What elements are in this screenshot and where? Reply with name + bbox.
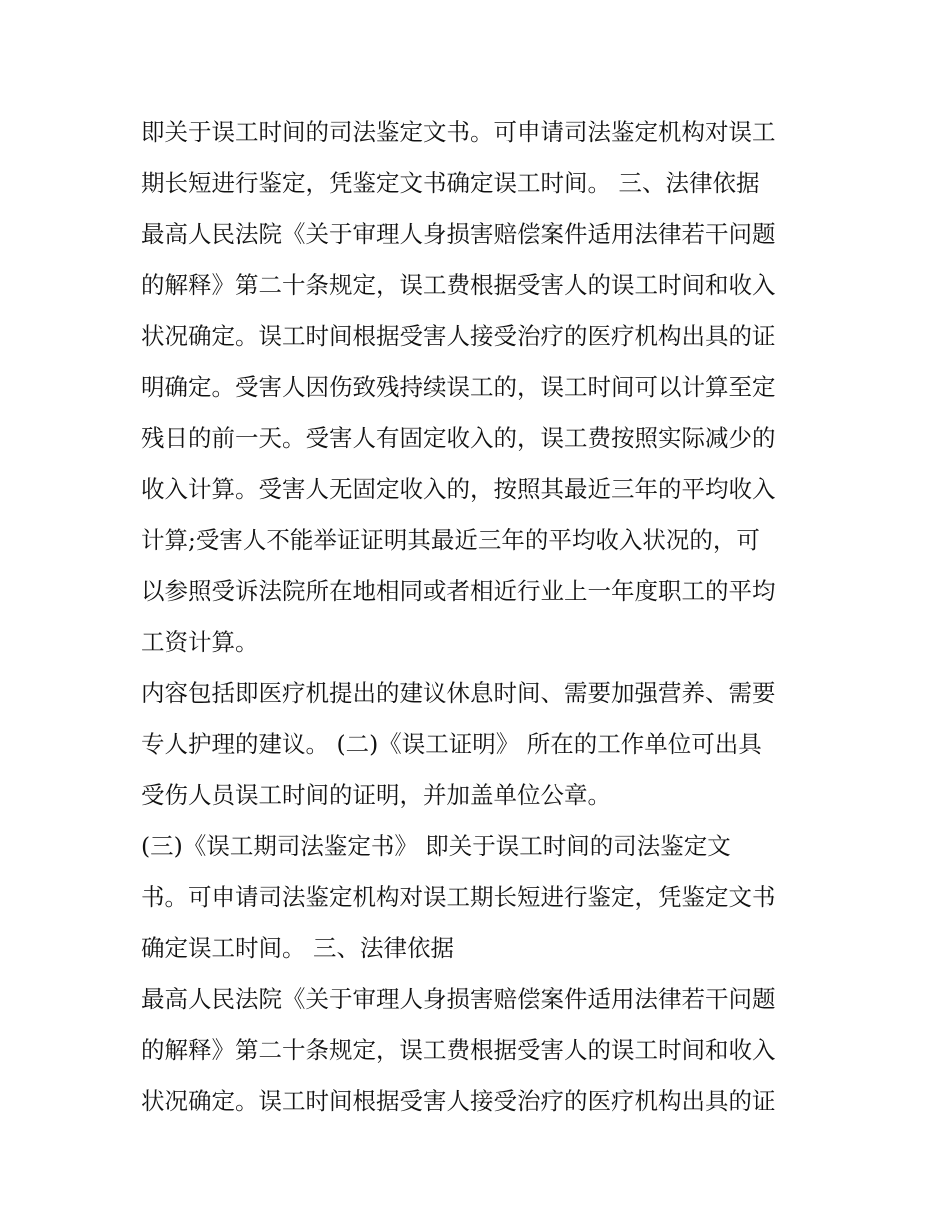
text-line: 受伤人员误工时间的证明，并加盖单位公章。 <box>141 781 611 809</box>
text-line: 状况确定。误工时间根据受害人接受治疗的医疗机构出具的证 <box>141 1087 776 1115</box>
text-line: 收入计算。受害人无固定收入的，按照其最近三年的平均收入 <box>141 475 776 503</box>
text-line: 即关于误工时间的司法鉴定文书。可申请司法鉴定机构对误工 <box>141 118 776 146</box>
text-line: 以参照受诉法院所在地相同或者相近行业上一年度职工的平均 <box>141 577 776 605</box>
text-line: 最高人民法院《关于审理人身损害赔偿案件适用法律若干问题 <box>141 985 776 1013</box>
text-line: 计算;受害人不能举证证明其最近三年的平均收入状况的，可 <box>141 526 760 554</box>
text-line: 的解释》第二十条规定，误工费根据受害人的误工时间和收入 <box>141 271 776 299</box>
text-line: 内容包括即医疗机提出的建议休息时间、需要加强营养、需要 <box>141 679 776 707</box>
text-line: 书。可申请司法鉴定机构对误工期长短进行鉴定，凭鉴定文书 <box>141 883 776 911</box>
text-line: 最高人民法院《关于审理人身损害赔偿案件适用法律若干问题 <box>141 220 776 248</box>
document-body <box>141 107 831 1127</box>
text-line: 残日的前一天。受害人有固定收入的，误工费按照实际减少的 <box>141 424 776 452</box>
text-line: 确定误工时间。 三、法律依据 <box>141 934 454 962</box>
text-line: 期长短进行鉴定，凭鉴定文书确定误工时间。 三、法律依据 <box>141 169 760 197</box>
text-line: 状况确定。误工时间根据受害人接受治疗的医疗机构出具的证 <box>141 322 776 350</box>
text-line: 明确定。受害人因伤致残持续误工的，误工时间可以计算至定 <box>141 373 776 401</box>
text-line: 的解释》第二十条规定，误工费根据受害人的误工时间和收入 <box>141 1036 776 1064</box>
text-line: (三)《误工期司法鉴定书》 即关于误工时间的司法鉴定文 <box>141 832 731 860</box>
text-line: 工资计算。 <box>141 628 259 656</box>
text-line: 专人护理的建议。 (二)《误工证明》 所在的工作单位可出具 <box>141 730 762 758</box>
